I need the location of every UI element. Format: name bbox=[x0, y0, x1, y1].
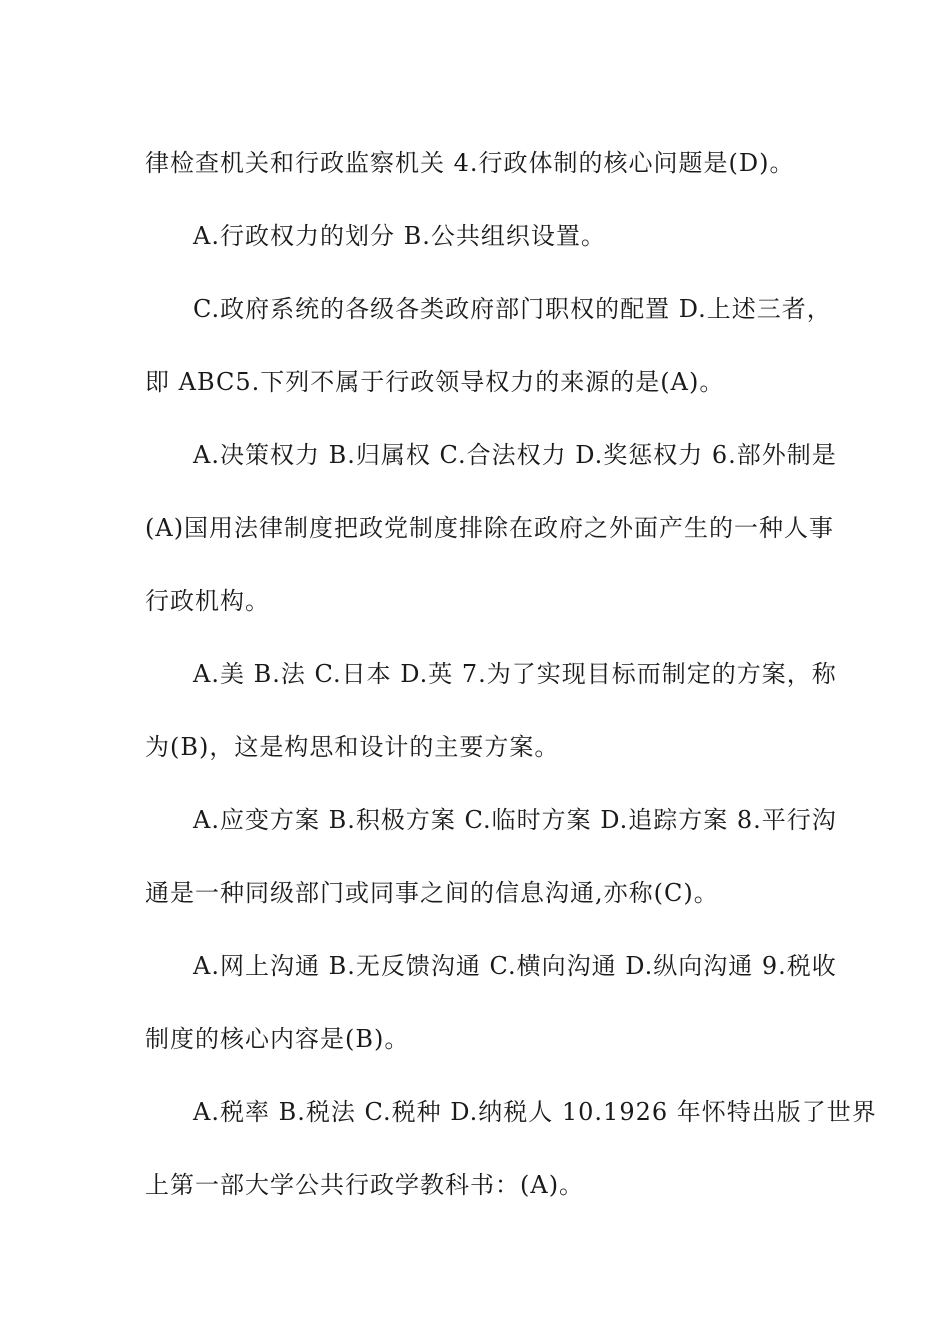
text-line-13: 制度的核心内容是(B)。 bbox=[145, 1025, 410, 1053]
text-line-14: A.税率 B.税法 C.税种 D.纳税人 10.1926 年怀特出版了世界 bbox=[193, 1098, 877, 1126]
text-line-7: 行政机构。 bbox=[145, 587, 270, 615]
text-line-9: 为(B)，这是构思和设计的主要方案。 bbox=[145, 733, 560, 761]
text-line-11: 通是一种同级部门或同事之间的信息沟通,亦称(C)。 bbox=[145, 879, 719, 907]
text-line-8: A.美 B.法 C.日本 D.英 7.为了实现目标而制定的方案，称 bbox=[193, 660, 837, 688]
text-line-4: 即 ABC5.下列不属于行政领导权力的来源的是(A)。 bbox=[145, 368, 725, 396]
document-body bbox=[145, 127, 877, 1222]
text-line-3: C.政府系统的各级各类政府部门职权的配置 D.上述三者， bbox=[193, 295, 832, 323]
text-line-1: 律检查机关和行政监察机关 4.行政体制的核心问题是(D)。 bbox=[145, 149, 795, 177]
text-line-15: 上第一部大学公共行政学教科书：(A)。 bbox=[145, 1171, 585, 1199]
text-line-12: A.网上沟通 B.无反馈沟通 C.横向沟通 D.纵向沟通 9.税收 bbox=[193, 952, 837, 980]
text-line-10: A.应变方案 B.积极方案 C.临时方案 D.追踪方案 8.平行沟 bbox=[193, 806, 837, 834]
text-line-2: A.行政权力的划分 B.公共组织设置。 bbox=[193, 222, 606, 250]
text-line-5: A.决策权力 B.归属权 C.合法权力 D.奖惩权力 6.部外制是 bbox=[193, 441, 837, 469]
text-line-6: (A)国用法律制度把政党制度排除在政府之外面产生的一种人事 bbox=[145, 514, 835, 542]
